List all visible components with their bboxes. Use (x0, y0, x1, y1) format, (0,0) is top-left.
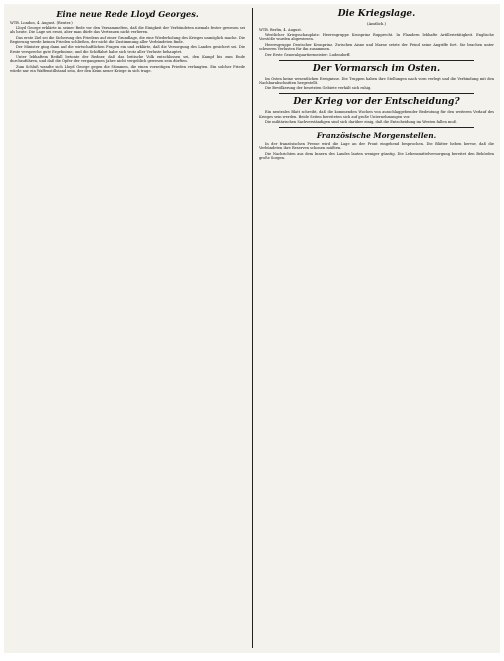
left-column (10, 8, 245, 648)
right-paragraph: Die Bevölkerung der besetzten Gebiete verhält sich ruhig. (265, 86, 372, 91)
right-paragraph: Ein neutrales Blatt schreibt, daß die kommenden Wochen von ausschlaggebender Bedeutung für den weiteren Verlauf des Krieges sein werden. Beide Seiten bereiteten sich auf große Unternehmungen vor. (259, 110, 494, 119)
left-paragraph: Das erste Ziel sei die Sicherung des Friedens auf einer Grundlage, die eine Wiederholung des Krieges unmöglich mache. Die Regierung werde keinen Frieden schließen, der nicht die Zustimmung aller Verbündeten finde. (10, 35, 245, 44)
section-separator (279, 127, 474, 128)
right-paragraph: Der Erste Generalquartiermeister: Ludendorff. (265, 52, 351, 57)
left-dateline: WTB. London, 4. August. (Reuter.) (10, 21, 73, 25)
right-paragraph: Die Nachrichten aus dem Innern des Landes lauten weniger günstig. Die Lebensmittelversorgung bereitet den Behörden große Sorgen. (259, 151, 494, 160)
right-paragraph: Westlicher Kriegsschauplatz: Heeresgruppe Kronprinz Rupprecht. In Flandern lebhafte Artillerietätigkeit. Englische Vorstöße wurden abgewiesen. (259, 33, 494, 42)
right-headline-vormarsch: Der Vormarsch im Osten. (312, 63, 441, 74)
section-separator (279, 93, 474, 94)
right-paragraph: In der französischen Presse wird die Lage an der Front eingehend besprochen. Die Blätter heben hervor, daß die Verbündeten ihre Reserven schonen müßten. (259, 142, 494, 151)
left-paragraph: Zum Schluß wandte sich Lloyd George gegen die Stimmen, die einen vorzeitigen Frieden verlangten. Ein solcher Friede würde nur ein Waffenstillstand sein, der den Keim neuer Kriege in sich trage. (10, 64, 245, 73)
right-paragraph: Heeresgruppe Deutscher Kronprinz. Zwischen Aisne und Marne setzte der Feind seine Angriffe fort. Sie brachen unter schweren Verlusten für ihn zusammen. (259, 42, 494, 51)
left-paragraph: Der Minister ging dann auf die wirtschaftlichen Fragen ein und erklärte, daß die Versorgung des Landes gesichert sei. Die Ernte verspreche gute Ergebnisse, und die Schiffahrt habe sich trotz aller Verluste behauptet. (10, 45, 245, 54)
right-headline-entscheidung: Der Krieg vor der Entscheidung? (293, 97, 460, 108)
left-paragraph: Unter lebhaftem Beifall betonte der Redner, daß das britische Volk entschlossen sei, den Kampf bis zum Ende durchzuführen, und daß die Opfer der vergangenen Jahre nicht vergeblich gewesen sein dürften. (10, 55, 245, 64)
right-subhead: (Amtlich.) (366, 21, 387, 26)
left-headline: Eine neue Rede Lloyd Georges. (56, 9, 199, 19)
right-headline-morgenstellen: Französische Morgenstellen. (316, 131, 437, 141)
right-headline-kriegslage: Die Kriegslage. (337, 9, 416, 19)
right-paragraph: Im Osten keine wesentlichen Ereignisse. Die Truppen haben ihre Stellungen nach vorn verlegt und die Verbindung mit den Nachbarabschnitten hergestellt. (259, 76, 494, 85)
section-separator (279, 60, 474, 61)
left-paragraph: Lloyd George erklärte in seiner Rede vor den Versammelten, daß die Einigkeit der Verbündeten niemals fester gewesen sei als heute. Die Lage sei ernst, aber man dürfe das Vertrauen nicht verlieren. (10, 26, 245, 35)
newspaper-page (4, 4, 500, 653)
right-column (259, 8, 494, 648)
column-divider (252, 8, 253, 648)
right-dateline: WTB. Berlin, 4. August. (259, 28, 302, 33)
right-paragraph: Die militärischen Sachverständigen sind sich darüber einig, daß die Entscheidung im Westen fallen muß. (265, 120, 458, 125)
